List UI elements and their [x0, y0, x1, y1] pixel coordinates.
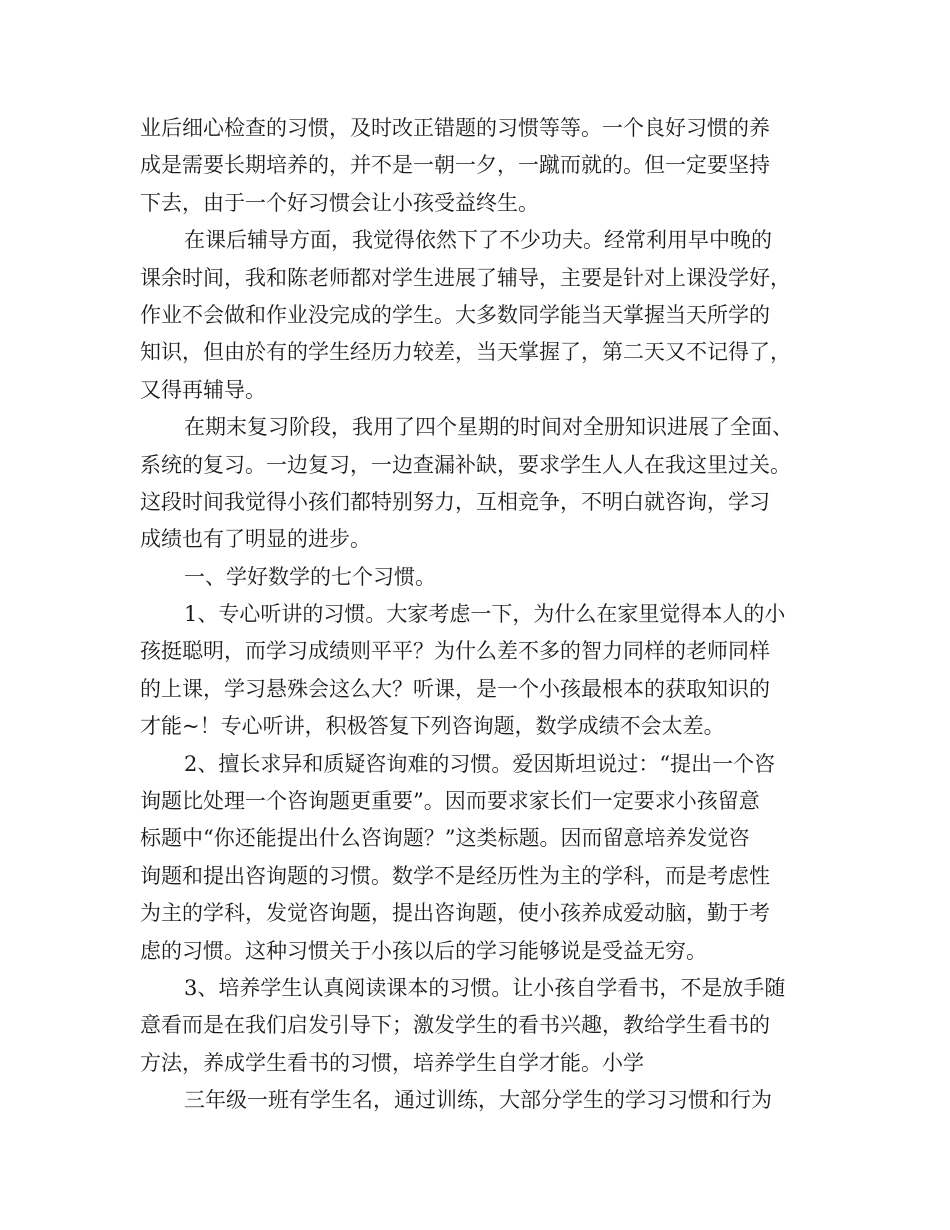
paragraph-first-line: 在期末复习阶段，我用了四个星期的时间对全册知识进展了全面、 — [184, 415, 793, 440]
paragraph-line: 业后细心检查的习惯，及时改正错题的习惯等等。一个良好习惯的养 — [140, 116, 770, 140]
paragraph-line: 虑的习惯。这种习惯关于小孩以后的学习能够说是受益无穷。 — [140, 938, 707, 963]
paragraph-line: 询题和提出咨询题的习惯。数学不是经历性为主的学科，而是考虑性 — [140, 863, 770, 888]
paragraph-line: 知识，但由於有的学生经历力较差，当天掌握了，第二天又不记得了， — [140, 340, 791, 365]
paragraph-line: 课余时间，我和陈老师都对学生进展了辅导，主要是针对上课没学好， — [140, 265, 791, 290]
paragraph-line: 下去，由于一个好习惯会让小孩受益终生。 — [140, 190, 539, 215]
paragraph-line: 作业不会做和作业没完成的学生。大多数同学能当天掌握当天所学的 — [140, 302, 770, 327]
paragraph-first-line: 在课后辅导方面，我觉得依然下了不少功夫。经常利用早中晚的 — [184, 228, 772, 253]
paragraph-line: 这段时间我觉得小孩们都特别努力，互相竞争，不明白就咨询，学习 — [140, 489, 770, 514]
paragraph-line: 成绩也有了明显的进步。 — [140, 527, 371, 552]
paragraph-line: 意看而是在我们启发引导下；激发学生的看书兴趣，教给学生看书的 — [140, 1013, 770, 1038]
paragraph-line: 才能~！专心听讲，积极答复下列咨询题，数学成绩不会太差。 — [140, 714, 725, 739]
paragraph-line: 标题中“你还能提出什么咨询题？”这类标题。因而留意培养发觉咨 — [140, 826, 750, 851]
document-body — [140, 110, 820, 1120]
paragraph-line: 为主的学科，发觉咨询题，提出咨询题，使小孩养成爱动脑，勤于考 — [140, 901, 770, 926]
paragraph-first-line: 三年级一班有学生名，通过训练，大部分学生的学习习惯和行为 — [184, 1088, 772, 1113]
paragraph-line: 的上课，学习悬殊会这么大？听课，是一个小孩最根本的获取知识的 — [140, 676, 770, 701]
paragraph-line: 成是需要长期培养的，并不是一朝一夕，一蹴而就的。但一定要坚持 — [140, 153, 770, 178]
paragraph-line: 询题比处理一个咨询题更重要”。因而要求家长们一定要求小孩留意 — [140, 789, 760, 814]
paragraph-line: 系统的复习。一边复习，一边查漏补缺，要求学生人人在我这里过关。 — [140, 452, 791, 477]
paragraph-first-line: 2、擅长求异和质疑咨询难的习惯。爱因斯坦说过：“提出一个咨 — [184, 751, 776, 776]
paragraph-line: 方法，养成学生看书的习惯，培养学生自学才能。小学 — [140, 1050, 644, 1075]
paragraph-first-line: 1、专心听讲的习惯。大家考虑一下，为什么在家里觉得本人的小 — [184, 602, 786, 627]
paragraph-line: 又得再辅导。 — [140, 377, 266, 402]
paragraph-line: 孩挺聪明，而学习成绩则平平？为什么差不多的智力同样的老师同样 — [140, 639, 770, 664]
paragraph-first-line: 一、学好数学的七个习惯。 — [184, 564, 436, 589]
paragraph-first-line: 3、培养学生认真阅读课本的习惯。让小孩自学看书，不是放手随 — [184, 975, 786, 1000]
